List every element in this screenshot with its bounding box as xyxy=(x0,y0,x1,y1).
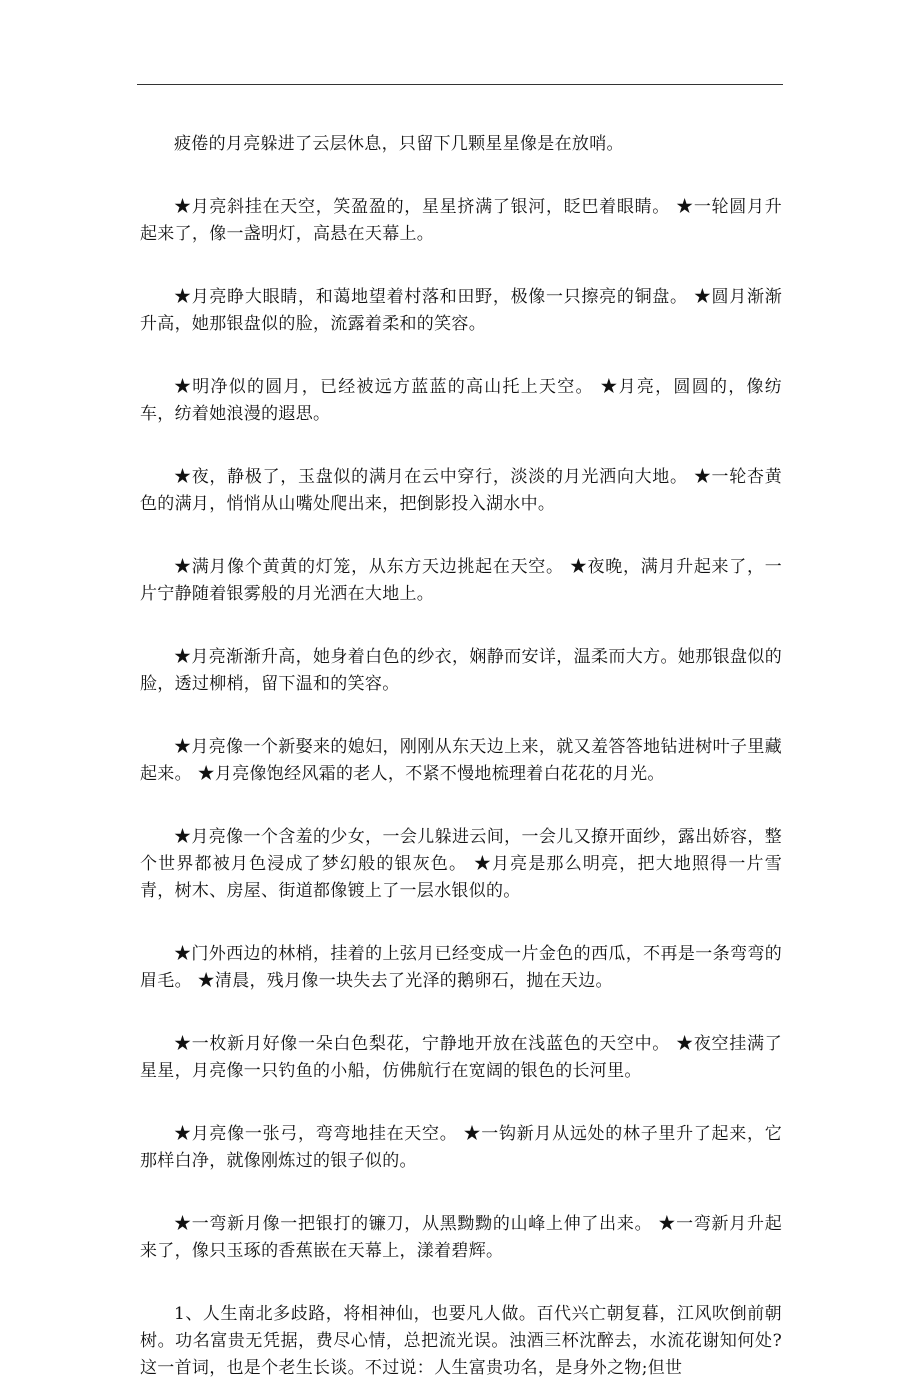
paragraph-11: ★一枚新月好像一朵白色梨花，宁静地开放在浅蓝色的天空中。 ★夜空挂满了星星，月亮像一只钓鱼的小船，仿佛航行在宽阔的银色的长河里。 xyxy=(140,1034,782,1081)
paragraph-1: 疲倦的月亮躲进了云层休息，只留下几颗星星像是在放哨。 xyxy=(174,134,624,154)
paragraph-4: ★明净似的圆月，已经被远方蓝蓝的高山托上天空。 ★月亮，圆圆的，像纺车，纺着她浪漫的遐思。 xyxy=(140,377,782,424)
document-body xyxy=(140,131,782,1382)
paragraph-7: ★月亮渐渐升高，她身着白色的纱衣，娴静而安详，温柔而大方。她那银盘似的脸，透过柳梢，留下温和的笑容。 xyxy=(140,647,782,694)
paragraph-10: ★门外西边的林梢，挂着的上弦月已经变成一片金色的西瓜，不再是一条弯弯的眉毛。 ★清晨，残月像一块失去了光泽的鹅卵石，抛在天边。 xyxy=(140,944,782,991)
paragraph-5: ★夜，静极了，玉盘似的满月在云中穿行，淡淡的月光洒向大地。 ★一轮杏黄色的满月，悄悄从山嘴处爬出来，把倒影投入湖水中。 xyxy=(140,467,782,514)
paragraph-14: 1、人生南北多歧路，将相神仙，也要凡人做。百代兴亡朝复暮，江风吹倒前朝树。功名富贵无凭据，费尽心情，总把流光误。浊酒三杯沈醉去，水流花谢知何处?这一首词，也是个老生长谈。不过说：人生富贵功名，是身外之物;但世 xyxy=(140,1304,782,1378)
paragraph-2: ★月亮斜挂在天空，笑盈盈的，星星挤满了银河，眨巴着眼睛。 ★一轮圆月升起来了，像一盏明灯，高悬在天幕上。 xyxy=(140,197,782,244)
paragraph-3: ★月亮睁大眼睛，和蔼地望着村落和田野，极像一只擦亮的铜盘。 ★圆月渐渐升高，她那银盘似的脸，流露着柔和的笑容。 xyxy=(140,287,782,334)
paragraph-9: ★月亮像一个含羞的少女，一会儿躲进云间，一会儿又撩开面纱，露出娇容，整个世界都被月色浸成了梦幻般的银灰色。 ★月亮是那么明亮，把大地照得一片雪青，树木、房屋、街道都像镀上了一层水银似的。 xyxy=(140,827,782,901)
header-rule xyxy=(137,84,783,85)
paragraph-12: ★月亮像一张弓，弯弯地挂在天空。 ★一钩新月从远处的林子里升了起来，它那样白净，就像刚炼过的银子似的。 xyxy=(140,1124,782,1171)
paragraph-8: ★月亮像一个新娶来的媳妇，刚刚从东天边上来，就又羞答答地钻进树叶子里藏起来。 ★月亮像饱经风霜的老人，不紧不慢地梳理着白花花的月光。 xyxy=(140,737,782,784)
paragraph-6: ★满月像个黄黄的灯笼，从东方天边挑起在天空。 ★夜晚，满月升起来了，一片宁静随着银雾般的月光洒在大地上。 xyxy=(140,557,782,604)
paragraph-13: ★一弯新月像一把银打的镰刀，从黑黝黝的山峰上伸了出来。 ★一弯新月升起来了，像只玉琢的香蕉嵌在天幕上，漾着碧辉。 xyxy=(140,1214,782,1261)
